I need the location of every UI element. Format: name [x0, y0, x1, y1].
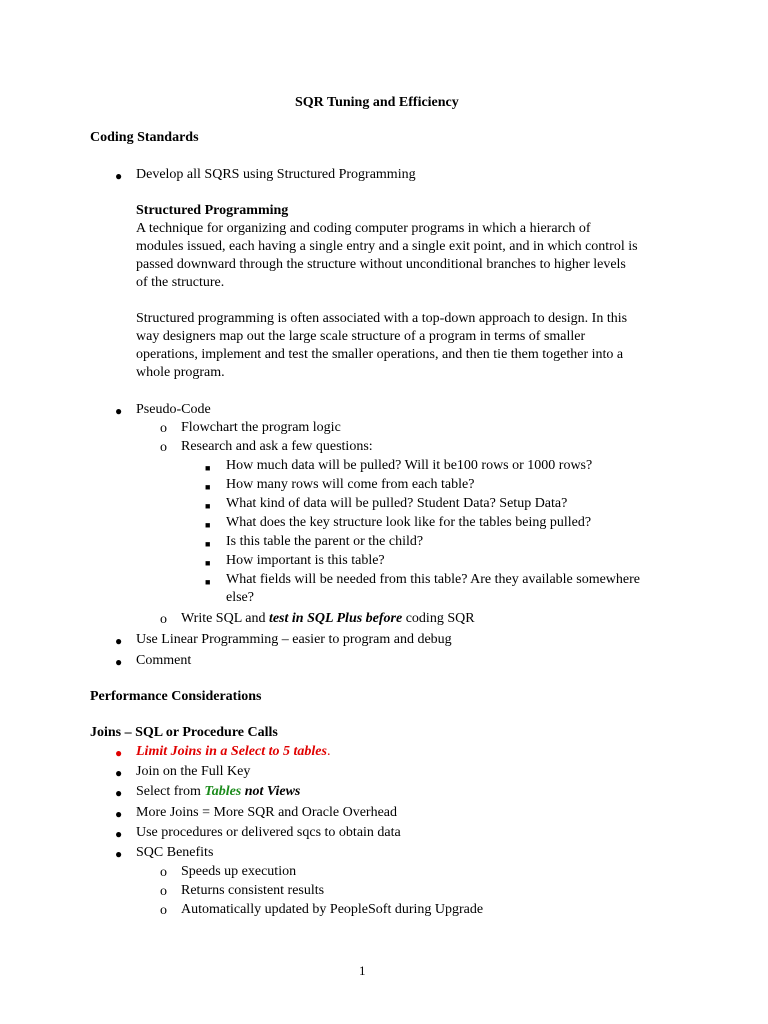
limit-joins-period: .: [326, 744, 331, 759]
square-bullet-icon: ■: [205, 539, 211, 549]
bullet-icon: ●: [115, 634, 123, 648]
sub-bullet-benefit: Returns consistent results: [181, 883, 325, 898]
circle-bullet-icon: o: [160, 903, 167, 918]
square-bullet-icon: ■: [205, 482, 211, 492]
bullet-icon: ●: [115, 404, 123, 418]
question-item: How much data will be pulled? Will it be100 rows or 1000 rows?: [226, 458, 593, 473]
bullet-select-from: [136, 783, 300, 801]
select-from-not-views: not Views: [241, 784, 301, 799]
bullet-comment: Comment: [136, 653, 192, 668]
sub-bullet-flowchart: Flowchart the program logic: [181, 420, 341, 435]
square-bullet-icon: ■: [205, 558, 211, 568]
bullet-icon: ●: [115, 169, 123, 183]
bullet-icon: ●: [115, 847, 123, 861]
circle-bullet-icon: o: [160, 884, 167, 899]
bullet-develop-sqrs: Develop all SQRS using Structured Programming: [136, 167, 416, 182]
bullet-icon: ●: [115, 655, 123, 669]
sp-paragraph1-line: passed downward through the structure without unconditional branches to higher levels: [136, 257, 626, 272]
bullet-pseudo-code: Pseudo-Code: [136, 402, 211, 417]
sp-paragraph1-line: of the structure.: [136, 275, 225, 290]
sp-paragraph2-line: way designers map out the large scale structure of a program in terms of smaller: [136, 329, 586, 344]
coding-standards-heading: Coding Standards: [90, 130, 199, 145]
question-item-continued: else?: [226, 590, 254, 605]
sub-bullet-benefit: Speeds up execution: [181, 864, 297, 879]
square-bullet-icon: ■: [205, 577, 211, 587]
sp-paragraph1-line: modules issued, each having a single entry and a single exit point, and in which control is: [136, 239, 638, 254]
performance-heading: Performance Considerations: [90, 689, 262, 704]
bullet-more-joins: More Joins = More SQR and Oracle Overhead: [136, 805, 397, 820]
sub-bullet-write-sql: [181, 610, 475, 628]
bullet-sqc-benefits: SQC Benefits: [136, 845, 214, 860]
question-item: How many rows will come from each table?: [226, 477, 475, 492]
question-item: What fields will be needed from this table? Are they available somewhere: [226, 572, 641, 587]
question-item: What does the key structure look like for the tables being pulled?: [226, 515, 592, 530]
bullet-icon: ●: [115, 827, 123, 841]
bullet-icon: ●: [115, 807, 123, 821]
write-sql-text: Write SQL and: [181, 611, 269, 626]
document-title: SQR Tuning and Efficiency: [295, 95, 459, 110]
circle-bullet-icon: o: [160, 421, 167, 436]
joins-heading: Joins – SQL or Procedure Calls: [90, 725, 278, 740]
bullet-icon: ●: [115, 786, 123, 800]
page-number: 1: [359, 963, 366, 978]
square-bullet-icon: ■: [205, 463, 211, 473]
sub-bullet-benefit: Automatically updated by PeopleSoft during Upgrade: [181, 902, 484, 917]
circle-bullet-icon: o: [160, 612, 167, 627]
write-sql-suffix: coding SQR: [402, 611, 475, 626]
sp-paragraph1-line: A technique for organizing and coding computer programs in which a hierarch of: [136, 221, 591, 236]
sp-paragraph2-line: Structured programming is often associated with a top-down approach to design. In this: [136, 311, 628, 326]
structured-programming-heading: Structured Programming: [136, 203, 289, 218]
circle-bullet-icon: o: [160, 440, 167, 455]
limit-joins-text: Limit Joins in a Select to 5 tables: [136, 744, 327, 759]
select-from-tables: Tables: [204, 784, 242, 799]
bullet-linear-programming: Use Linear Programming – easier to program and debug: [136, 632, 452, 647]
sp-paragraph2-line: operations, implement and test the smaller operations, and then tie them together into a: [136, 347, 624, 362]
question-item: How important is this table?: [226, 553, 385, 568]
question-item: What kind of data will be pulled? Student Data? Setup Data?: [226, 496, 568, 511]
bullet-icon: ●: [115, 746, 123, 760]
bullet-use-procedures: Use procedures or delivered sqcs to obtain data: [136, 825, 401, 840]
select-from-text: Select from: [136, 784, 205, 799]
sp-paragraph2-line: whole program.: [136, 365, 225, 380]
bullet-icon: ●: [115, 766, 123, 780]
sub-bullet-research: Research and ask a few questions:: [181, 439, 373, 454]
circle-bullet-icon: o: [160, 865, 167, 880]
bullet-limit-joins: [136, 743, 330, 761]
question-item: Is this table the parent or the child?: [226, 534, 424, 549]
square-bullet-icon: ■: [205, 501, 211, 511]
square-bullet-icon: ■: [205, 520, 211, 530]
write-sql-emphasis: test in SQL Plus before: [268, 611, 403, 626]
bullet-join-full-key: Join on the Full Key: [136, 764, 251, 779]
